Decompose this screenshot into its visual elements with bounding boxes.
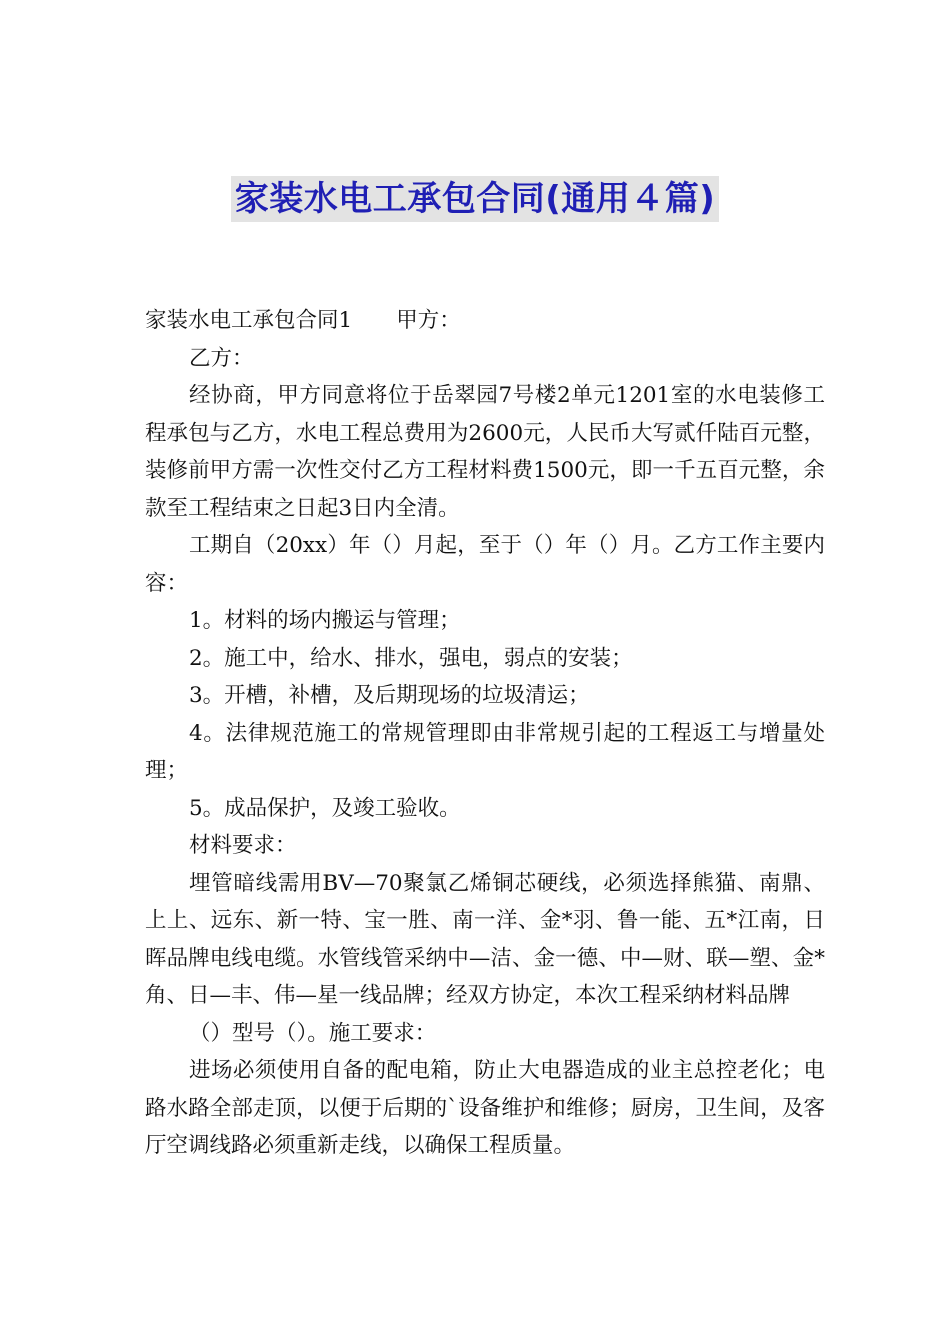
list-item: 3。开槽，补槽，及后期现场的垃圾清运；	[189, 683, 590, 708]
party-b-label: 乙方：	[189, 345, 254, 371]
document-title: 家装水电工承包合同(通用４篇)	[231, 176, 720, 222]
list-item: 5。成品保护，及竣工验收。	[189, 795, 461, 821]
list-item: 4。法律规范施工的常规管理即由非常规引起的工程返工与增量处理；	[145, 720, 825, 783]
paragraph-materials: 埋管暗线需用BV—70聚氯乙烯铜芯硬线，必须选择熊猫、南鼎、上上、远东、新一特、宝一胜、南一洋、金*羽、鲁一能、五*江南，日晖品牌电线电缆。水管线管采纳中—洁、金一德、中—财、联—塑、金*角、日—丰、伟—星一线品牌；经双方协定，本次工程采纳材料品牌	[145, 870, 825, 1008]
title-container	[0, 176, 950, 222]
party-a-label: 甲方：	[396, 308, 461, 333]
heading-line	[145, 302, 825, 340]
paragraph-schedule: 工期自（20xx）年（）月起，至于（）年（）月。乙方工作主要内容：	[145, 533, 825, 596]
paragraph-model: （）型号（）。施工要求：	[189, 1020, 437, 1046]
document-body	[145, 302, 825, 1165]
materials-heading: 材料要求：	[189, 833, 297, 858]
paragraph-construction: 进场必须使用自备的配电箱，防止大电器造成的业主总控老化；电路水路全部走顶，以便于后期的`设备维护和维修；厨房，卫生间，及客厅空调线路必须重新走线，以确保工程质量。	[145, 1058, 825, 1158]
list-item: 2。施工中，给水、排水，强电，弱点的安装；	[189, 645, 633, 671]
list-item: 1。材料的场内搬运与管理；	[189, 608, 461, 633]
section-heading: 家装水电工承包合同1	[145, 308, 353, 333]
paragraph-agreement: 经协商，甲方同意将位于岳翠园7号楼2单元1201室的水电装修工程承包与乙方，水电工程总费用为2600元，人民币大写贰仟陆百元整，装修前甲方需一次性交付乙方工程材料费1500元，即一千五百元整，余款至工程结束之日起3日内全清。	[145, 383, 825, 521]
